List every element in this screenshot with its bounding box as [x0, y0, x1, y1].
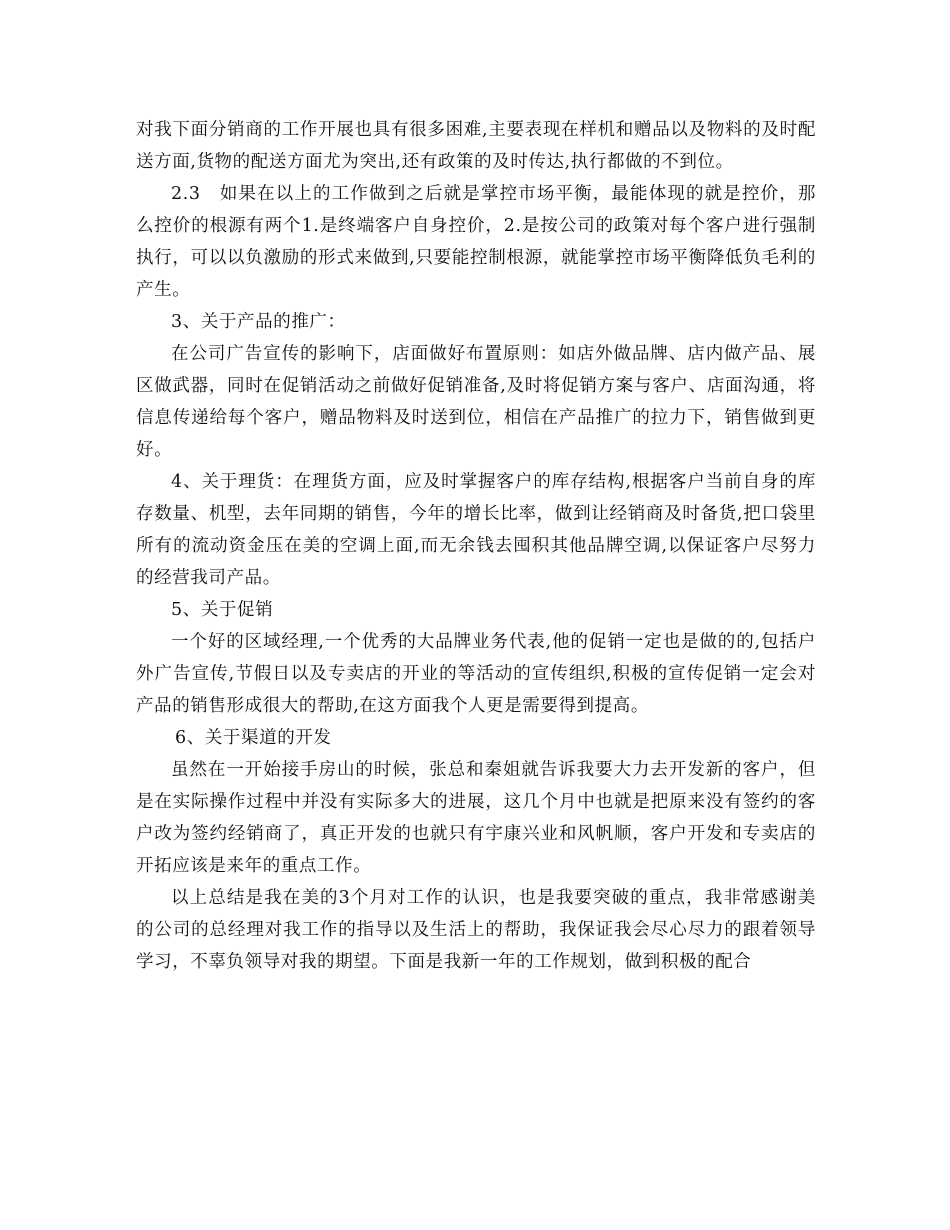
paragraph-channel-development: 虽然在一开始接手房山的时候，张总和秦姐就告诉我要大力去开发新的客户，但是在实际操作过程中并没有实际多大的进展，这几个月中也就是把原来没有签约的客户改为签约经销商了，真正开发的也就只有宇康兴业和风帆顺，客户开发和专卖店的开拓应该是来年的重点工作。	[136, 760, 816, 876]
paragraph-sales-promotion: 一个好的区域经理,一个优秀的大品牌业务代表,他的促销一定也是做的的,包括户外广告宣传,节假日以及专卖店的开业的等活动的宣传组织,积极的宣传促销一定会对产品的销售形成很大的帮助,在这方面我个人更是需要得到提高。	[136, 632, 816, 716]
paragraph-summary: 以上总结是我在美的3个月对工作的认识，也是我要突破的重点，我非常感谢美的公司的总经理对我工作的指导以及生活上的帮助，我保证我会尽心尽力的跟着领导学习，不辜负领导对我的期望。下面是我新一年的工作规划，做到积极的配合	[136, 888, 816, 972]
section-heading-sales-promotion: 5、关于促销	[171, 600, 274, 620]
section-heading-channel-development: 6、关于渠道的开发	[175, 728, 332, 748]
paragraph-product-promotion: 在公司广告宣传的影响下，店面做好布置原则：如店外做品牌、店内做产品、展区做武器，同时在促销活动之前做好促销准备,及时将促销方案与客户、店面沟通，将信息传递给每个客户，赠品物料及时送到位，相信在产品推广的拉力下，销售做到更好。	[136, 344, 816, 460]
document-page	[136, 114, 816, 978]
paragraph-inventory: 4、关于理货：在理货方面，应及时掌握客户的库存结构,根据客户当前自身的库存数量、机型，去年同期的销售，今年的增长比率，做到让经销商及时备货,把口袋里所有的流动资金压在美的空调上面,而无余钱去囤积其他品牌空调,以保证客户尽努力的经营我司产品。	[136, 472, 816, 588]
paragraph-distributor-difficulties: 对我下面分销商的工作开展也具有很多困难,主要表现在样机和赠品以及物料的及时配送方面,货物的配送方面尤为突出,还有政策的及时传达,执行都做的不到位。	[136, 120, 816, 172]
paragraph-price-control: 2.3 如果在以上的工作做到之后就是掌控市场平衡，最能体现的就是控价，那么控价的根源有两个1.是终端客户自身控价，2.是按公司的政策对每个客户进行强制执行，可以以负激励的形式来做到,只要能控制根源，就能掌控市场平衡降低负毛利的产生。	[136, 184, 816, 300]
section-heading-product-promotion: 3、关于产品的推广：	[171, 312, 346, 332]
